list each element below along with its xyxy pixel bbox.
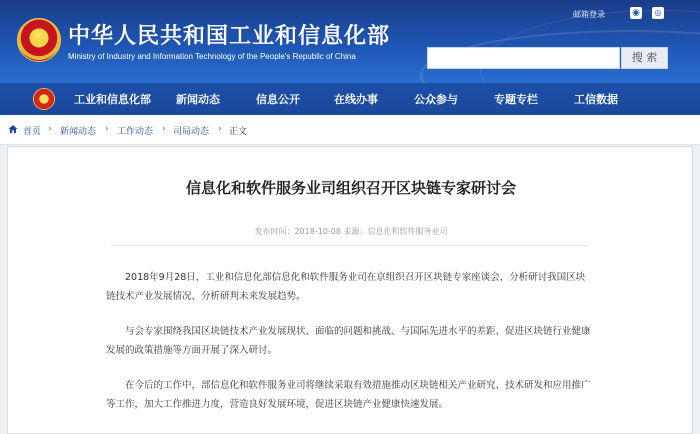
article-panel: [7, 146, 693, 434]
nav-item-public-participation[interactable]: 公众参与: [414, 93, 458, 106]
breadcrumb: [0, 115, 700, 145]
breadcrumb-department-news[interactable]: 司局动态: [173, 127, 210, 137]
breadcrumb-separator: ›: [105, 124, 109, 134]
divider: [111, 245, 589, 246]
article-paragraph: 与会专家围绕我国区块链技术产业发展现状、面临的问题和挑战、与国际先进水平的差距、促进区块链行业健康发展的政策措施等方面开展了深入研讨。: [106, 326, 591, 356]
site-title[interactable]: 中华人民共和国工业和信息化部: [68, 24, 391, 49]
nav-item-news[interactable]: 新闻动态: [176, 93, 220, 106]
email-login-link[interactable]: 邮箱登录: [573, 10, 605, 19]
search-input[interactable]: [427, 47, 620, 69]
breadcrumb-current: 正文: [229, 127, 248, 137]
main-nav: [0, 83, 700, 115]
home-icon[interactable]: [8, 124, 18, 134]
breadcrumb-work-news[interactable]: 工作动态: [117, 127, 154, 137]
weibo-icon[interactable]: ◎: [652, 7, 664, 19]
breadcrumb-news[interactable]: 新闻动态: [60, 127, 97, 137]
breadcrumb-home[interactable]: 首页: [23, 127, 42, 137]
rss-icon[interactable]: ◉: [630, 7, 642, 19]
nav-logo-icon[interactable]: [33, 88, 55, 110]
breadcrumb-separator: ›: [218, 124, 222, 134]
site-title-en: Ministry of Industry and Information Technology of the People's Republic of China: [68, 52, 356, 61]
article-paragraph: 在今后的工作中，部信息化和软件服务业司将继续采取有效措施推动区块链相关产业研究、技术研发和应用推广等工作，加大工作推进力度，营造良好发展环境，促进区块链产业健康快速发展。: [106, 380, 591, 410]
nav-item-data[interactable]: 工信数据: [574, 93, 618, 106]
nav-item-online-services[interactable]: 在线办事: [334, 93, 378, 106]
site-header: [0, 0, 700, 83]
article-paragraph: 2018年9月28日，工业和信息化部信息化和软件服务业司在京组织召开区块链专家座谈会，分析研讨我国区块链技术产业发展情况、分析研判未来发展趋势。: [106, 272, 586, 302]
breadcrumb-separator: ›: [162, 124, 166, 134]
breadcrumb-separator: ›: [48, 124, 52, 134]
emblem-icon[interactable]: ★: [17, 18, 61, 62]
article-meta: 发布时间：2018-10-08 来源：信息化和软件服务业司: [254, 227, 448, 236]
nav-item-ministry[interactable]: 工业和信息化部: [74, 93, 151, 106]
article-title: 信息化和软件服务业司组织召开区块链专家研讨会: [185, 179, 516, 197]
nav-item-info-disclosure[interactable]: 信息公开: [256, 93, 300, 106]
search-button[interactable]: 搜 索: [621, 47, 668, 69]
nav-item-special-topics[interactable]: 专题专栏: [494, 93, 538, 106]
